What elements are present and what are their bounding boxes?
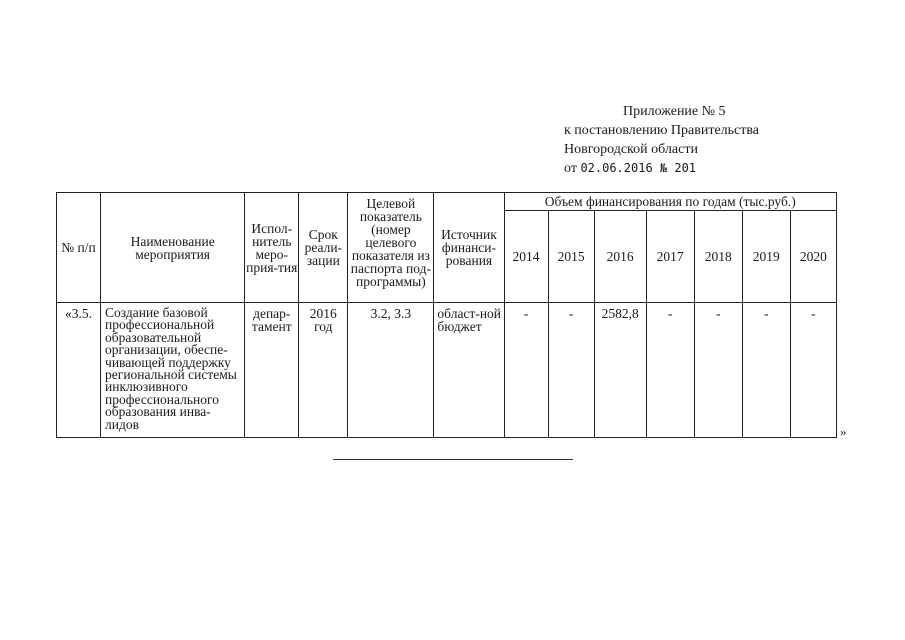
cell-num: «3.5.	[57, 303, 101, 438]
header-year: 2019	[742, 211, 790, 303]
header-source: Источник финанси-рования	[434, 193, 504, 303]
cell-term: 2016 год	[299, 303, 348, 438]
cell-value: -	[646, 303, 694, 438]
appendix-line-1: к постановлению Правительства	[564, 123, 760, 138]
cell-value: -	[694, 303, 742, 438]
cell-source: област-ной бюджет	[434, 303, 504, 438]
cell-name: Создание базовой профессиональной образовательной организации, обеспе-чивающей поддержку региональной системы инклюзивного профессионального образования инва-лидов	[101, 303, 245, 438]
header-executor: Испол-нитель меро-прия-тия	[245, 193, 299, 303]
cell-executor: депар-тамент	[245, 303, 299, 438]
table-row	[57, 303, 837, 438]
header-year: 2015	[548, 211, 594, 303]
appendix-date-prefix: от	[564, 161, 577, 176]
cell-value: 2582,8	[594, 303, 646, 438]
closing-quote: »	[840, 424, 847, 439]
activities-table	[56, 192, 837, 438]
appendix-line-2: Новгородской области	[564, 142, 698, 157]
appendix-header	[564, 102, 864, 178]
cell-target: 3.2, 3.3	[348, 303, 434, 438]
header-year: 2018	[694, 211, 742, 303]
header-name: Наименование мероприятия	[101, 193, 245, 303]
cell-value: -	[548, 303, 594, 438]
header-num: № п/п	[57, 193, 101, 303]
header-financing-group: Объем финансирования по годам (тыс.руб.)	[504, 193, 837, 211]
header-year: 2017	[646, 211, 694, 303]
appendix-title: Приложение № 5	[623, 104, 726, 119]
cell-value: -	[504, 303, 548, 438]
header-term: Срок реали-зации	[299, 193, 348, 303]
cell-value: -	[790, 303, 836, 438]
header-year: 2014	[504, 211, 548, 303]
header-year: 2016	[594, 211, 646, 303]
cell-value: -	[742, 303, 790, 438]
appendix-date-value: 02.06.2016 № 201	[580, 161, 697, 175]
header-target: Целевой показатель (номер целевого показателя из паспорта под-программы)	[348, 193, 434, 303]
signature-rule	[333, 459, 573, 460]
header-year: 2020	[790, 211, 836, 303]
appendix-date-line	[564, 159, 864, 178]
table-header-row-1	[57, 193, 837, 211]
